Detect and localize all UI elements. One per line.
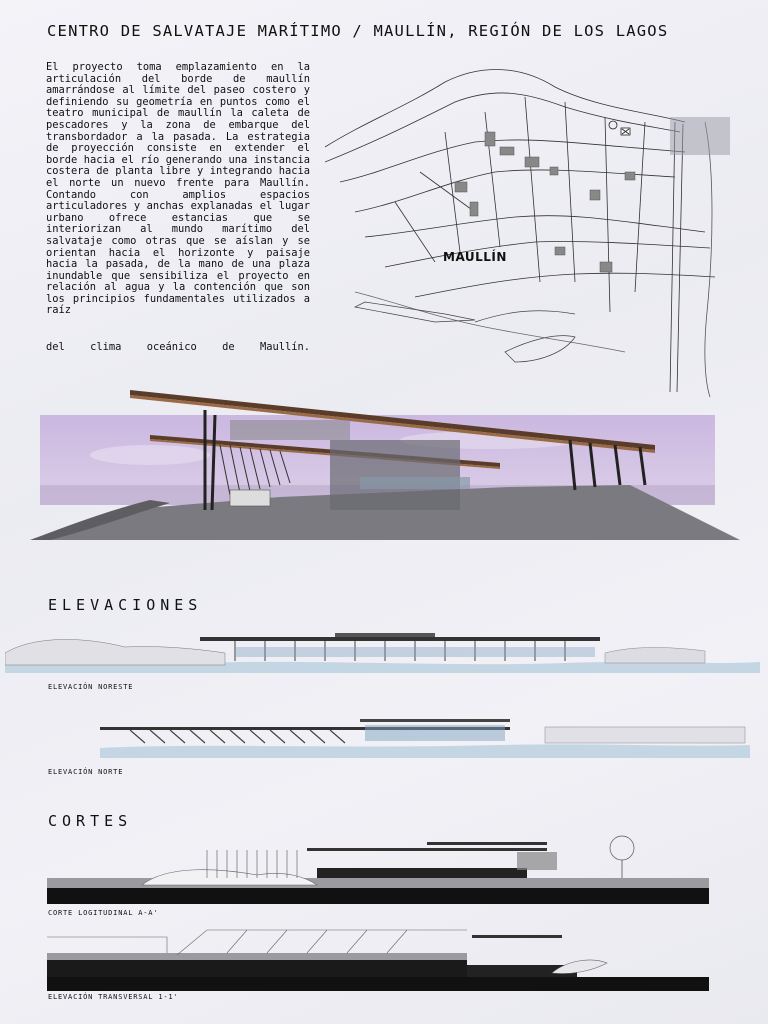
intro-paragraph: El proyecto toma emplazamiento en la articulación del borde de maullín amarrándose al límite del paseo costero y definiendo su geometría en puntos como el teatro municipal de maullín la caleta de pescadores y la zona de embarque del transbordador a la pasada. La estrategia de proyección consiste en extender el borde hacia el río generando una instancia costera de planta libre y integrando hacia el norte un nuevo frente para Maullín. Contando con amplios espacios articuladores y anchas explanadas el lugar urbano ofrece estancias que se interiorizan al mundo marítimo del salvataje como otras que se aíslan y se orientan hacia el horizonte y paisaje hacia la pasada, de la mano de una plaza inundable que sensibiliza el proyecto en relación al agua y la contención que son los principios fundamentales utilizados a raíz [46,61,310,317]
caption-elev-transversal: ELEVACIÓN TRANSVERSAL 1-1' [48,993,179,1001]
map-label: MAULLÍN [443,250,507,264]
caption-elev-norte: ELEVACIÓN NORTE [48,768,124,776]
elevaciones-heading: ELEVACIONES [48,596,203,614]
cortes-heading: CORTES [48,812,133,830]
elevation-noreste-drawing [5,625,760,673]
section-longitudinal-drawing [47,830,712,905]
main-render [30,385,768,545]
elevation-norte-drawing [100,713,750,758]
caption-corte-long: CORTE LOGITUDINAL A-A' [48,909,159,917]
intro-last-line: del clima oceánico de Maullín. [46,341,310,353]
page-title: CENTRO DE SALVATAJE MARÍTIMO / MAULLÍN, REGIÓN DE LOS LAGOS [47,22,669,40]
section-transversal-drawing [47,925,712,993]
site-map [325,52,735,404]
caption-elev-noreste: ELEVACIÓN NORESTE [48,683,134,691]
